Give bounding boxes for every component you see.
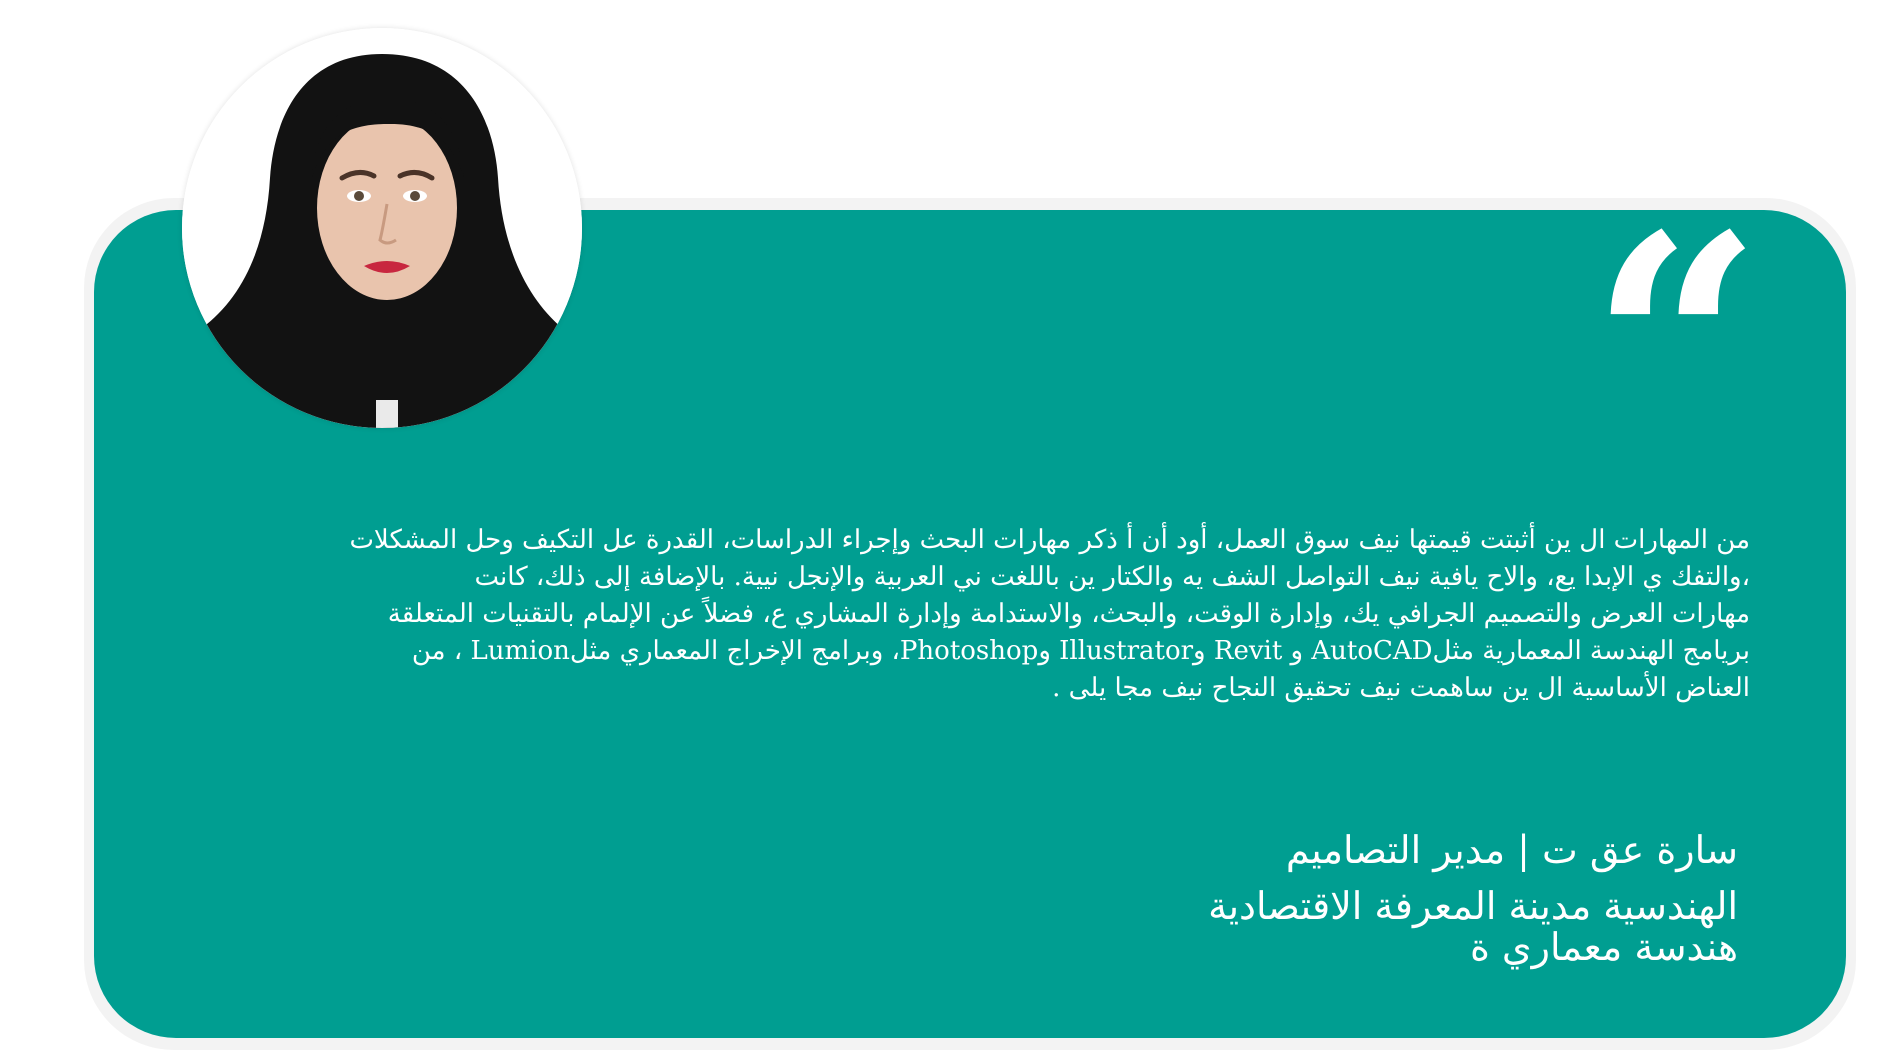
- testimonial-line: ،والتفك ي الإبدا يع، والاح يافية نيف التواصل الشف يه والكتار ين باللغت ني العربية والإنجل نيية. بالإضافة إلى ذلك، كانت: [474, 562, 1750, 592]
- testimonial-line: مهارات العرض والتصميم الجرافي يك، وإدارة الوقت، والبحث، والاستدامة وإدارة المشاري ع، فضلاً عن الإلمام بالتقنيات المتعلقة: [387, 599, 1750, 629]
- testimonial-text: [130, 522, 1750, 707]
- avatar: [182, 28, 582, 428]
- testimonial-line: العناض الأساسية ال ين ساهمت نيف تحقيق النجاح نيف مجا يلى .: [1052, 673, 1750, 703]
- testimonial-line: من المهارات ال ين أثبتت قيمتها نيف سوق العمل، أود أن أ ذكر مهارات البحث وإجراء الدراسات، القدرة عل التكيف وحل المشكلات: [349, 525, 1750, 555]
- signature-organization: الهندسية مدينة المعرفة الاقتصادية: [1208, 884, 1738, 928]
- person-portrait-icon: [182, 28, 582, 428]
- signature-name-title: سارة عق ت | مدير التصاميم: [1285, 828, 1738, 872]
- quote-mark-icon: “: [1590, 169, 1763, 522]
- signature-department: هندسة معماري ة: [1469, 925, 1738, 969]
- testimonial-line: بريامج الهندسة المعمارية مثلAutoCAD و Revit وIllustrator وPhotoshop، وبرامج الإخراج المعماري مثلLumion ، من: [411, 636, 1750, 666]
- signature: [1208, 822, 1738, 968]
